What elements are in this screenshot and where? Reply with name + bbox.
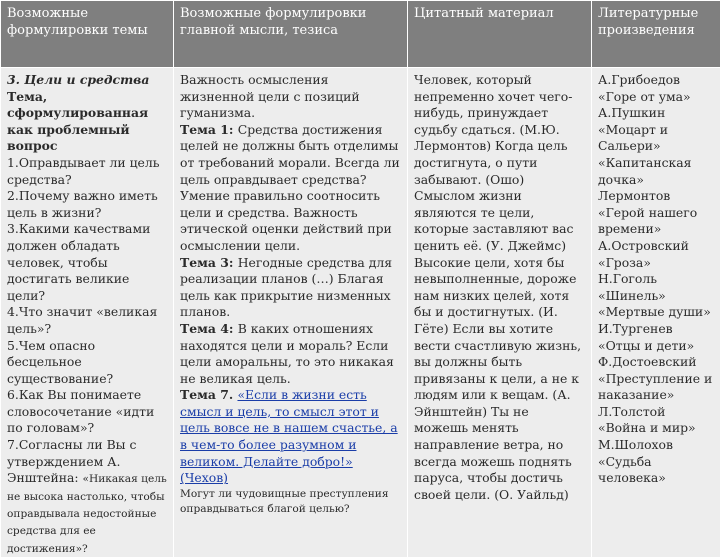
header-main-idea-formulations: Возможные формулировки главной мысли, тезиса (174, 1, 408, 68)
work-item: Л.Толстой «Война и мир» (598, 404, 715, 437)
header-quote-material: Цитатный материал (408, 1, 592, 68)
question-6: 6.Как Вы понимаете словосочетание «идти по головам»? (7, 387, 168, 437)
work-item: Н.Гоголь «Шинель» «Мертвые души» (598, 271, 715, 321)
work-item: А.Грибоедов «Горе от ума» (598, 72, 715, 105)
closing-question: Могут ли чудовищные преступления оправдываться благой целью? (180, 487, 402, 518)
quotes-text: Человек, который непременно хочет чего-нибудь, принуждает судьбу сдаться. (М.Ю. Лермонтов) Когда цель достигнута, о пути забывают. (Ошо) Смыслом жизни являются те цели, которые заставляют вас ценить её. (У. Джеймс) Высокие цели, хотя бы невыполненные, дороже нам низких целей, хотя бы и достигнутых. (И. Гёте) Если вы хотите вести счастливую жизнь, вы должны быть привязаны к цели, а не к людям или к вещам. (А. Эйнштейн) Ты не можешь менять направление ветра, но всегда можешь поднять паруса, чтобы достичь своей цели. (О. Уайльд) (414, 72, 586, 503)
theme-1 (180, 122, 402, 255)
question-3: 3.Какими качествами должен обладать человек, чтобы достигать великие цели? (7, 221, 168, 304)
question-5: 5.Чем опасно бесцельное существование? (7, 338, 168, 388)
topic-subtitle: Тема, сформулированная как проблемный вопрос (7, 89, 168, 155)
question-2: 2.Почему важно иметь цель в жизни? (7, 188, 168, 221)
header-row (1, 1, 720, 68)
theme-3-label: Тема 3: (180, 255, 238, 270)
theme-4 (180, 321, 402, 387)
work-item: А.Пушкин «Моцарт и Сальери» «Капитанская дочка» (598, 105, 715, 188)
question-1: 1.Оправдывает ли цель средства? (7, 155, 168, 188)
topic-title: 3. Цели и средства (7, 72, 168, 89)
theme-7 (180, 387, 402, 487)
main-idea-cell (174, 68, 408, 558)
work-item: Ф.Достоевский «Преступление и наказание» (598, 354, 715, 404)
content-row (1, 68, 720, 558)
question-7-quote: «Никакая цель не высока настолько, чтобы оправдывала недостойные средства для ее достижения»? (7, 473, 167, 555)
theme-3-text: Негодные средства для реализации планов (…) Благая цель как прикрытие низменных планов. (180, 255, 392, 320)
theme-7-chekhov-link[interactable]: «Если в жизни есть смысл и цель, то смысл этот и цель вовсе не в нашем счастье, а в чем-то более разумном и великом. Делайте добро!» (Чехов) (180, 387, 398, 485)
works-cell (592, 68, 720, 558)
theme-3 (180, 255, 402, 321)
theme-7-label: Тема 7. (180, 387, 237, 402)
theme-1-label: Тема 1: (180, 122, 238, 137)
work-item: Лермонтов «Герой нашего времени» (598, 188, 715, 238)
theme-1-text: Средства достижения целей не должны быть отделимы от требований морали. Всегда ли цель оправдывает средства? Умение правильно соотносить цели и средства. Важность этической оценки действий при осмыслении цели. (180, 122, 400, 253)
header-topic-formulations: Возможные формулировки темы (1, 1, 174, 68)
header-literary-works: Литературные произведения (592, 1, 720, 68)
work-item: И.Тургенев «Отцы и дети» (598, 321, 715, 354)
work-item: А.Островский «Гроза» (598, 238, 715, 271)
work-item: М.Шолохов «Судьба человека» (598, 437, 715, 487)
quotes-cell (408, 68, 592, 558)
theme-4-label: Тема 4: (180, 321, 238, 336)
question-4: 4.Что значит «великая цель»? (7, 304, 168, 337)
topic-cell (1, 68, 174, 558)
theme-4-text: В каких отношениях находятся цели и мораль? Если цели аморальны, то это никакая не великая цель. (180, 321, 394, 386)
question-7-lead: 7.Согласны ли Вы с утверждением А. Энштейна: (7, 437, 136, 485)
question-7 (7, 437, 168, 557)
main-idea-intro: Важность осмысления жизненной цели с позиций гуманизма. (180, 72, 402, 122)
